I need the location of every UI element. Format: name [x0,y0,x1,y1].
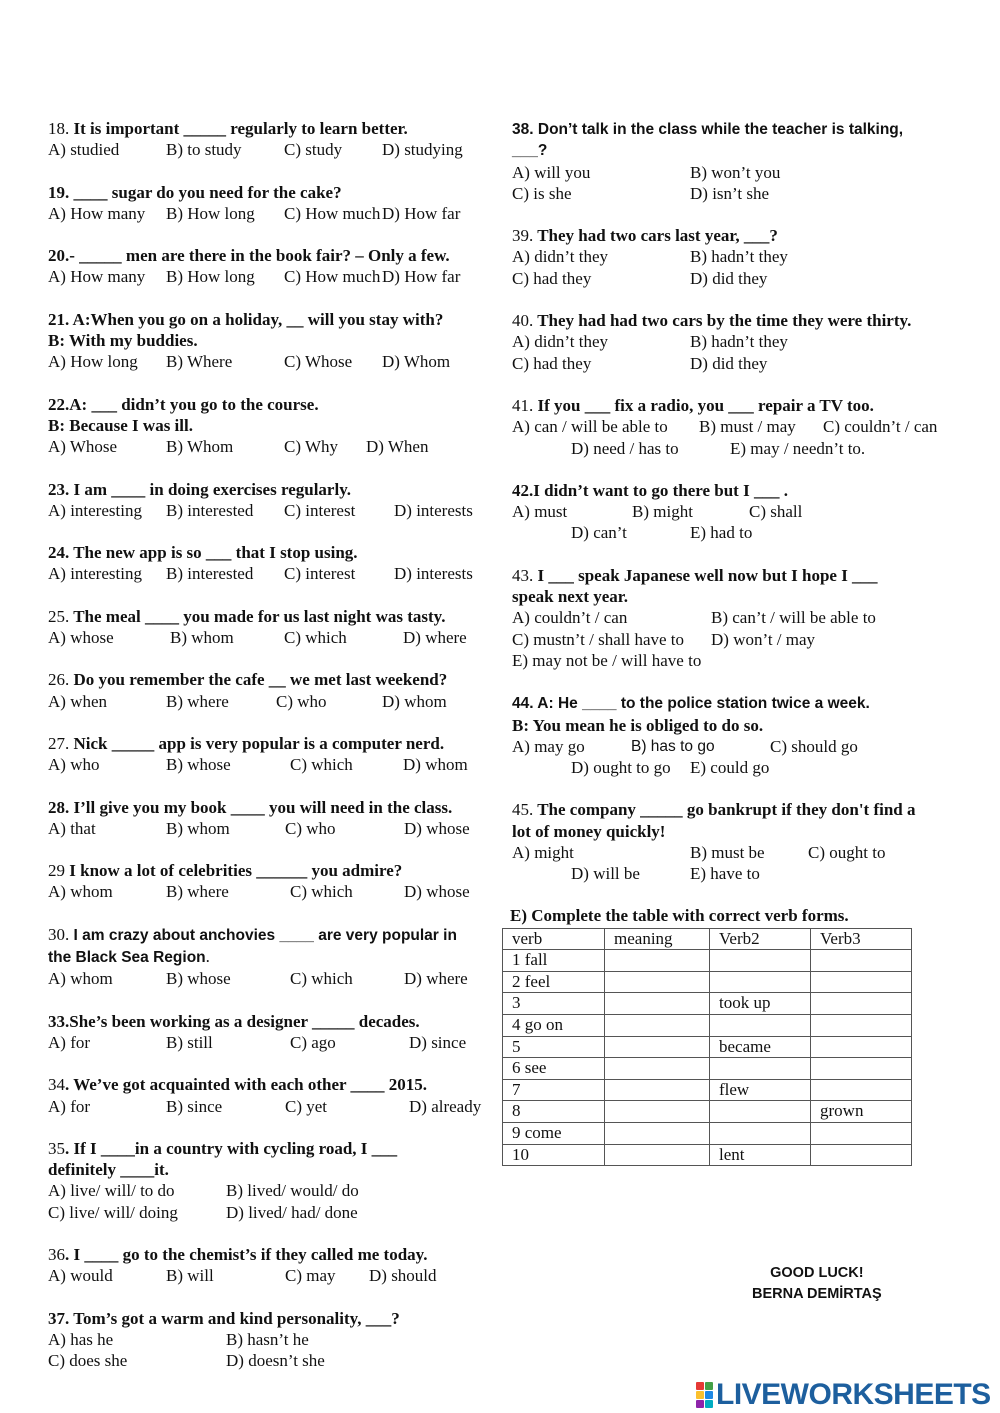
option-a[interactable]: A) whom [48,969,113,989]
option-b[interactable]: B) hasn’t he [226,1329,309,1349]
question-18 [48,118,493,161]
option-a[interactable]: A) How long [48,352,138,372]
option-d[interactable]: D) ought to go [571,758,671,778]
option-a[interactable]: A) can / will be able to [512,417,668,437]
question-40 [512,310,957,374]
cell-verb2[interactable] [710,1122,811,1144]
option-b[interactable]: B) can’t / will be able to [711,608,876,628]
option-a[interactable]: A) that [48,818,96,838]
question-number: 39. [512,226,534,246]
question-25 [48,606,493,649]
question-stem: . If I ____in a country with cycling road, I ___ [65,1138,398,1158]
question-stem: Don’t talk in the class while the teacher is talking, [533,121,904,138]
question-number: 28. [48,797,70,817]
question-21 [48,309,493,373]
cell-verb: 9 come [503,1122,605,1144]
question-stem: . I ____ go to the chemist’s if they called me today. [65,1244,428,1264]
question-38 [512,118,957,204]
option-d[interactable]: D) When [366,437,429,457]
option-b[interactable]: B) must be [690,843,765,863]
question-stem-line-2: B: Because I was ill. [48,415,193,435]
question-stem-line-2: definitely ____it. [48,1160,169,1180]
option-d[interactable]: D) interests [394,500,473,520]
question-23 [48,479,493,522]
option-a[interactable]: A) live/ will/ to do [48,1181,175,1201]
option-c[interactable]: C) does she [48,1351,128,1371]
table-row [503,993,912,1015]
option-b[interactable]: B) whom [166,818,230,838]
question-stem: Do you remember the cafe __ we met last weekend? [69,670,448,690]
question-number: 37. [48,1308,70,1328]
option-b[interactable]: B) Whom [166,437,234,457]
option-b[interactable]: B) where [166,691,229,711]
question-30 [48,924,493,990]
question-44 [512,692,957,778]
cell-verb3[interactable] [811,1144,912,1166]
option-c[interactable]: C) study [284,140,343,160]
option-a[interactable]: A) has he [48,1329,114,1349]
question-20 [48,245,493,288]
option-d[interactable]: D) since [409,1032,467,1052]
question-19 [48,182,493,225]
question-35 [48,1138,493,1223]
liveworksheets-logo-icon [696,1382,713,1408]
cell-verb3[interactable] [811,971,912,993]
cell-meaning[interactable] [605,971,710,993]
option-b[interactable]: B) interested [166,564,254,584]
author-name: BERNA DEMİRTAŞ [752,1286,882,1302]
question-number: 29 [48,861,65,881]
cell-verb2: lent [710,1144,811,1166]
option-c[interactable]: C) couldn’t / can [823,417,938,437]
cell-meaning[interactable] [605,1058,710,1080]
option-c[interactable]: C) Why [284,437,338,457]
option-a[interactable]: A) who [48,755,100,775]
option-e[interactable]: E) may not be / will have to [512,650,702,670]
question-stem-line-2: lot of money quickly! [512,821,666,841]
option-d[interactable]: D) studying [382,140,463,160]
cell-verb: 6 see [503,1058,605,1080]
option-e[interactable]: E) could go [690,758,770,778]
option-b[interactable]: B) will [166,1266,214,1286]
question-37 [48,1308,493,1372]
option-c[interactable]: C) had they [512,268,592,288]
option-d[interactable]: D) did they [690,268,768,288]
table-row [503,1036,912,1058]
cell-verb2: became [710,1036,811,1058]
option-c[interactable]: C) yet [285,1096,328,1116]
cell-verb: 2 feel [503,971,605,993]
option-a[interactable]: A) didn’t they [512,332,609,352]
option-c[interactable]: C) interest [284,564,356,584]
question-24 [48,542,493,585]
option-d[interactable]: D) lived/ had/ done [226,1202,358,1222]
option-b[interactable]: B) interested [166,500,254,520]
option-d[interactable]: D) did they [690,353,768,373]
question-number: 22. [48,394,70,414]
option-b[interactable]: B) How long [166,203,255,223]
option-b[interactable]: B) won’t you [690,162,781,182]
option-a[interactable]: A) How many [48,267,146,287]
cell-verb3[interactable] [811,1122,912,1144]
question-34 [48,1074,493,1117]
cell-verb2[interactable] [710,1101,811,1123]
option-b[interactable]: B) hadn’t they [690,332,788,352]
option-a[interactable]: A) couldn’t / can [512,608,628,628]
cell-verb2[interactable] [710,950,811,972]
question-stem: Tom’s got a warm and kind personality, ___? [69,1308,400,1328]
option-c[interactable]: C) which [290,969,353,989]
table-instruction: E) Complete the table with correct verb forms. [510,905,849,925]
option-c[interactable]: C) which [290,882,353,902]
question-number: 20.- [48,246,75,266]
question-stem: A: He ____ to the police station twice a week. [533,695,870,713]
question-number: 35 [48,1138,65,1158]
question-28 [48,797,493,840]
brand-name: LIVEWORKSHEETS [716,1378,991,1411]
question-stem: The meal ____ you made for us last night was tasty. [69,606,446,626]
option-c[interactable]: C) mustn’t / shall have to [512,629,685,649]
option-d[interactable]: D) whom [382,691,447,711]
question-number: 40. [512,311,534,331]
option-b[interactable]: B) must / may [699,417,796,437]
question-stem: _____ men are there in the book fair? – Only a few. [74,246,450,266]
option-b[interactable]: B) whose [166,755,231,775]
option-c[interactable]: C) should go [770,736,858,756]
question-number: 44. [512,695,534,713]
question-stem-line-2: ___? [512,142,548,160]
table-row [503,1101,912,1123]
option-d[interactable]: D) won’t / may [711,629,816,649]
option-c[interactable]: C) ago [290,1032,336,1052]
table-row [503,1079,912,1101]
option-b[interactable]: B) to study [166,140,242,160]
right-column [512,118,957,1166]
question-33 [48,1011,493,1054]
option-d[interactable]: D) isn’t she [690,183,770,203]
option-a[interactable]: A) How many [48,203,146,223]
question-43 [512,565,957,671]
question-42 [512,480,957,544]
cell-meaning[interactable] [605,950,710,972]
header-meaning: meaning [605,928,710,950]
question-number: 18. [48,119,70,138]
option-d[interactable]: D) where [403,628,467,648]
left-column [48,118,493,1392]
option-c[interactable]: C) which [290,755,353,775]
option-c[interactable]: C) How much [284,203,381,223]
option-c[interactable]: C) which [284,628,347,648]
question-stem: Nick _____ app is very popular is a computer nerd. [69,733,445,753]
cell-meaning[interactable] [605,1014,710,1036]
option-d[interactable]: D) need / has to [571,438,679,458]
option-a[interactable]: A) when [48,691,108,711]
cell-verb: 1 fall [503,950,605,972]
cell-verb[interactable]: 8 [503,1101,605,1123]
option-a[interactable]: A) must [512,502,568,522]
option-a[interactable]: A) will you [512,162,591,182]
option-d[interactable]: D) should [369,1266,437,1286]
question-stem: She’s been working as a designer _____ decades. [69,1011,420,1031]
option-b[interactable]: B) hadn’t they [690,247,788,267]
option-a[interactable]: A) for [48,1032,91,1052]
option-a[interactable]: A) would [48,1266,113,1286]
cell-meaning[interactable] [605,1036,710,1058]
cell-verb3[interactable] [811,950,912,972]
cell-verb: 4 go on [503,1014,605,1036]
option-c[interactable]: C) interest [284,500,356,520]
option-a[interactable]: A) might [512,843,574,863]
option-c[interactable]: C) had they [512,353,592,373]
question-stem: It is important _____ regularly to learn better. [69,119,408,138]
option-d[interactable]: D) doesn’t she [226,1351,325,1371]
question-stem-tail: . [205,947,210,967]
option-b[interactable]: B) Where [166,352,233,372]
cell-verb2: took up [710,993,811,1015]
header-verb3: Verb3 [811,928,912,950]
cell-verb[interactable]: 10 [503,1144,605,1166]
question-stem: The company _____ go bankrupt if they don't find a [533,800,916,820]
cell-verb3[interactable] [811,1014,912,1036]
cell-meaning[interactable] [605,993,710,1015]
question-41 [512,395,957,459]
question-stem: The new app is so ___ that I stop using. [69,543,358,563]
table-row [503,971,912,993]
option-b[interactable]: B) still [166,1032,213,1052]
option-a[interactable]: A) may go [512,736,585,756]
liveworksheets-logo[interactable] [696,1378,991,1412]
table-row [503,1014,912,1036]
question-stem: I ___ speak Japanese well now but I hope I ___ [533,565,878,585]
cell-verb3: grown [811,1101,912,1123]
option-c[interactable]: C) who [276,691,327,711]
option-a[interactable]: A) whom [48,882,113,902]
option-b[interactable]: B) How long [166,267,255,287]
cell-verb2: flew [710,1079,811,1101]
question-number: 38. [512,121,534,138]
table-row [503,1122,912,1144]
question-36 [48,1244,493,1287]
question-number: 27. [48,733,70,753]
question-22 [48,394,493,458]
option-e[interactable]: E) had to [690,523,753,543]
option-d[interactable]: D) whom [403,755,468,775]
question-stem: I know a lot of celebrities ______ you admire? [65,861,403,881]
question-stem: ____ sugar do you need for the cake? [69,182,342,202]
option-d[interactable]: D) whose [404,882,470,902]
table-row [503,1058,912,1080]
option-a[interactable]: A) whose [48,628,114,648]
option-d[interactable]: D) How far [382,267,461,287]
cell-verb2[interactable] [710,1058,811,1080]
signature-block [752,1263,882,1305]
question-number: 43. [512,565,534,585]
question-stem-line-2: B: With my buddies. [48,331,198,351]
good-luck-text: GOOD LUCK! [770,1265,864,1281]
cell-verb3[interactable] [811,993,912,1015]
cell-meaning[interactable] [605,1122,710,1144]
question-number: 26. [48,670,70,690]
option-b[interactable]: B) lived/ would/ do [226,1181,359,1201]
question-number: 36 [48,1244,65,1264]
option-a[interactable]: A) for [48,1096,91,1116]
question-stem-line-2: the Black Sea Region [48,949,206,967]
question-stem: They had two cars last year, ___? [533,226,778,246]
table-header-row [503,928,912,950]
question-number: 21. [48,309,70,329]
question-number: 34 [48,1075,65,1095]
question-stem: A: ___ didn’t you go to the course. [69,394,319,414]
cell-meaning[interactable] [605,1101,710,1123]
cell-verb[interactable]: 5 [503,1036,605,1058]
question-number: 19. [48,182,70,202]
option-d[interactable]: D) interests [394,564,473,584]
option-c[interactable]: C) who [285,818,336,838]
header-verb: verb [503,928,605,950]
question-number: 25. [48,606,70,626]
option-a[interactable]: A) didn’t they [512,247,609,267]
option-d[interactable]: D) can’t [571,523,627,543]
question-29 [48,860,493,903]
option-d[interactable]: D) will be [571,864,640,884]
question-27 [48,733,493,776]
option-a[interactable]: A) interesting [48,500,142,520]
verb-forms-table [502,928,912,1167]
question-stem-line-2: B: You mean he is obliged to do so. [512,715,764,735]
question-stem: If you ___ fix a radio, you ___ repair a TV too. [533,395,874,415]
option-a[interactable]: A) Whose [48,437,118,457]
option-c[interactable]: C) Whose [284,352,353,372]
option-c[interactable]: C) live/ will/ doing [48,1202,178,1222]
option-d[interactable]: D) How far [382,203,461,223]
cell-verb[interactable]: 3 [503,993,605,1015]
question-number: 30. [48,924,70,944]
question-stem-line-2: speak next year. [512,587,629,607]
table-row [503,950,912,972]
cell-meaning[interactable] [605,1144,710,1166]
question-number: 42. [512,480,534,500]
question-number: 33. [48,1011,70,1031]
question-stem: A:When you go on a holiday, __ will you stay with? [69,309,444,329]
option-a[interactable]: A) studied [48,140,120,160]
cell-meaning[interactable] [605,1079,710,1101]
option-c[interactable]: C) is she [512,183,572,203]
cell-verb3[interactable] [811,1058,912,1080]
question-number: 24. [48,543,70,563]
question-stem: I didn’t want to go there but I ___ . [533,480,788,500]
option-b[interactable]: B) has to go [631,737,715,755]
option-c[interactable]: C) may [285,1266,336,1286]
option-c[interactable]: C) shall [749,502,803,522]
question-stem: I am crazy about anchovies ____ are very popular in [69,926,457,944]
cell-verb[interactable]: 7 [503,1079,605,1101]
question-39 [512,225,957,289]
option-c[interactable]: C) ought to [808,843,886,863]
option-c[interactable]: C) How much [284,267,381,287]
question-stem: I am ____ in doing exercises regularly. [69,479,352,499]
option-b[interactable]: B) whom [170,628,234,648]
option-b[interactable]: B) might [632,502,693,522]
cell-verb3[interactable] [811,1036,912,1058]
header-verb2: Verb2 [710,928,811,950]
cell-verb2[interactable] [710,971,811,993]
option-d[interactable]: D) already [409,1096,482,1116]
question-stem: They had had two cars by the time they were thirty. [533,311,912,331]
option-e[interactable]: E) have to [690,864,760,884]
question-number: 41. [512,395,534,415]
cell-verb3[interactable] [811,1079,912,1101]
option-b[interactable]: B) where [166,882,229,902]
option-d[interactable]: D) where [404,969,468,989]
question-45 [512,799,957,884]
question-stem: . We’ve got acquainted with each other ____ 2015. [65,1075,428,1095]
table-row [503,1144,912,1166]
option-a[interactable]: A) interesting [48,564,142,584]
question-number: 45. [512,800,534,820]
option-b[interactable]: B) whose [166,969,231,989]
question-number: 23. [48,479,70,499]
cell-verb2[interactable] [710,1014,811,1036]
option-e[interactable]: E) may / needn’t to. [730,438,866,458]
option-d[interactable]: D) Whom [382,352,451,372]
option-b[interactable]: B) since [166,1096,223,1116]
question-26 [48,669,493,712]
question-stem: I’ll give you my book ____ you will need in the class. [69,797,453,817]
option-d[interactable]: D) whose [404,818,470,838]
